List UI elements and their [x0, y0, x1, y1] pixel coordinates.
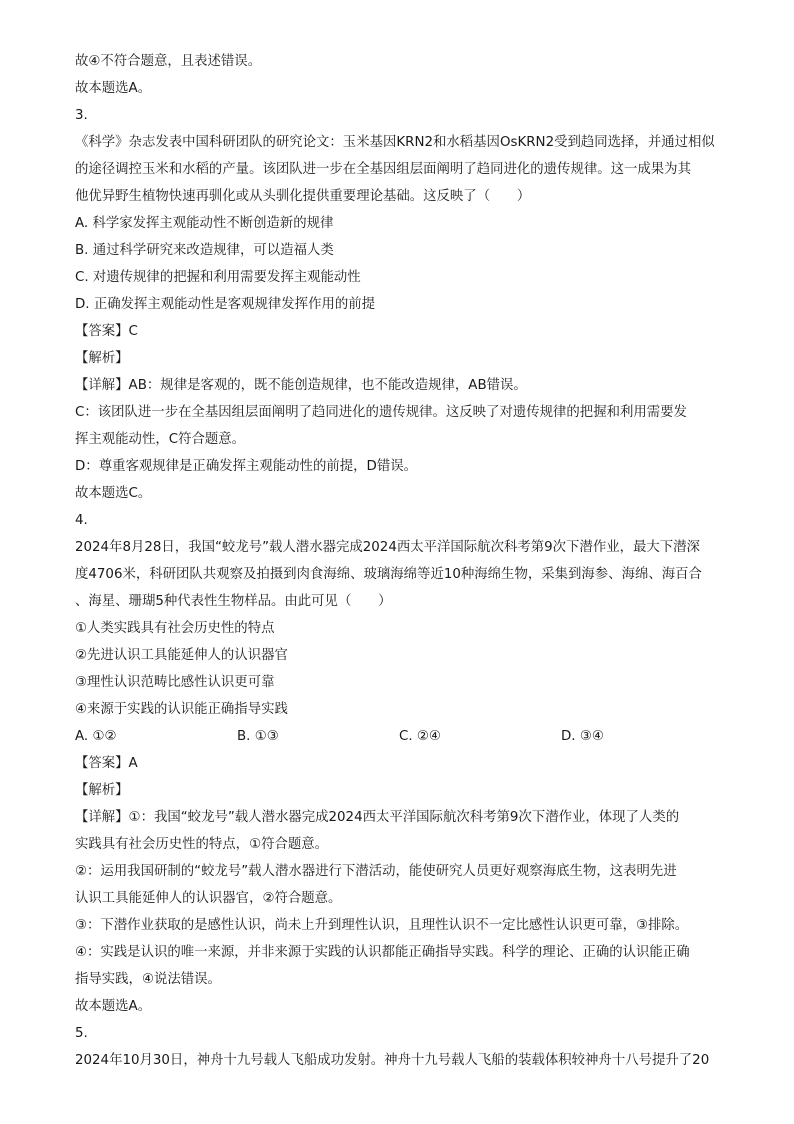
q4-stem-line: 2024年8月28日，我国“蛟龙号”载人潜水器完成2024西太平洋国际航次科考第9次下潜作业，最大下潜深 [75, 540, 700, 555]
q3-detail-line: 故本题选C。 [75, 486, 152, 501]
q3-stem-line: 《科学》杂志发表中国科研团队的研究论文：玉米基因KRN2和水稻基因OsKRN2受到趋同选择，并通过相似 [75, 135, 715, 150]
q4-analysis-heading: 【解析】 [75, 783, 129, 798]
q4-detail-line: 指导实践，④说法错误。 [75, 972, 221, 987]
q3-stem-line: 的途径调控玉米和水稻的产量。该团队进一步在全基因组层面阐明了趋同进化的遗传规律。这一成果为其 [75, 162, 691, 177]
q4-detail-line: 认识工具能延伸人的认识器官，②符合题意。 [75, 891, 342, 906]
q4-detail-line: ④：实践是认识的唯一来源，并非来源于实践的认识都能正确指导实践。科学的理论、正确的认识能正确 [75, 945, 690, 960]
q4-detail-line: 故本题选A。 [75, 999, 152, 1014]
q4-item-1: ①人类实践具有社会历史性的特点 [75, 621, 275, 636]
q4-detail-line: ③：下潜作业获取的是感性认识，尚未上升到理性认识，且理性认识不一定比感性认识更可靠，③排除。 [75, 918, 689, 933]
q4-item-3: ③理性认识范畴比感性认识更可靠 [75, 675, 275, 690]
q3-option-a: A. 科学家发挥主观能动性不断创造新的规律 [75, 216, 334, 231]
q4-detail-line: ②：运用我国研制的“蛟龙号”载人潜水器进行下潜活动，能使研究人员更好观察海底生物，这表明先进 [75, 864, 677, 879]
q3-detail-line: D：尊重客观规律是正确发挥主观能动性的前提，D错误。 [75, 459, 417, 474]
q4-option-c: C. ②④ [399, 729, 441, 744]
q4-option-d: D. ③④ [561, 729, 604, 744]
q3-stem-line: 他优异野生植物快速再驯化或从头驯化提供重要理论基础。这反映了（ ） [75, 189, 531, 204]
q4-item-4: ④来源于实践的认识能正确指导实践 [75, 702, 288, 717]
q3-option-d: D. 正确发挥主观能动性是客观规律发挥作用的前提 [75, 297, 376, 312]
q5-stem-line: 2024年10月30日，神舟十九号载人飞船成功发射。神舟十九号载人飞船的装载体积较神舟十八号提升了20 [75, 1053, 710, 1068]
q3-analysis-heading: 【解析】 [75, 351, 129, 366]
q3-option-c: C. 对遗传规律的把握和利用需要发挥主观能动性 [75, 270, 361, 285]
q2-tail-line-2: 故本题选A。 [75, 81, 152, 96]
q2-tail-line-1: 故④不符合题意，且表述错误。 [75, 54, 262, 69]
q4-stem-line: 度4706米，科研团队共观察及拍摄到肉食海绵、玻璃海绵等近10种海绵生物，采集到海参、海绵、海百合 [75, 567, 702, 582]
q3-answer: 【答案】C [75, 324, 138, 339]
q3-detail-line: C：该团队进一步在全基因组层面阐明了趋同进化的遗传规律。这反映了对遗传规律的把握和利用需要发 [75, 405, 687, 420]
q4-stem-line: 、海星、珊瑚5种代表性生物样品。由此可见（ ） [75, 594, 392, 609]
q5-number: 5. [75, 1026, 88, 1041]
q3-detail-line: 【详解】AB：规律是客观的，既不能创造规律，也不能改造规律，AB错误。 [75, 378, 527, 393]
q3-detail-line: 挥主观能动性，C符合题意。 [75, 432, 246, 447]
q4-option-b: B. ①③ [237, 729, 279, 744]
q4-answer: 【答案】A [75, 756, 138, 771]
q3-option-b: B. 通过科学研究来改造规律，可以造福人类 [75, 243, 334, 258]
q4-option-a: A. ①② [75, 729, 117, 744]
q4-detail-line: 实践具有社会历史性的特点，①符合题意。 [75, 837, 329, 852]
document-page [75, 48, 725, 1074]
q4-item-2: ②先进认识工具能延伸人的认识器官 [75, 648, 288, 663]
q4-number: 4. [75, 513, 88, 528]
q4-detail-line: 【详解】①：我国“蛟龙号”载人潜水器完成2024西太平洋国际航次科考第9次下潜作业，体现了人类的 [75, 810, 680, 825]
q3-number: 3. [75, 108, 88, 123]
q4-options-row [75, 723, 725, 750]
